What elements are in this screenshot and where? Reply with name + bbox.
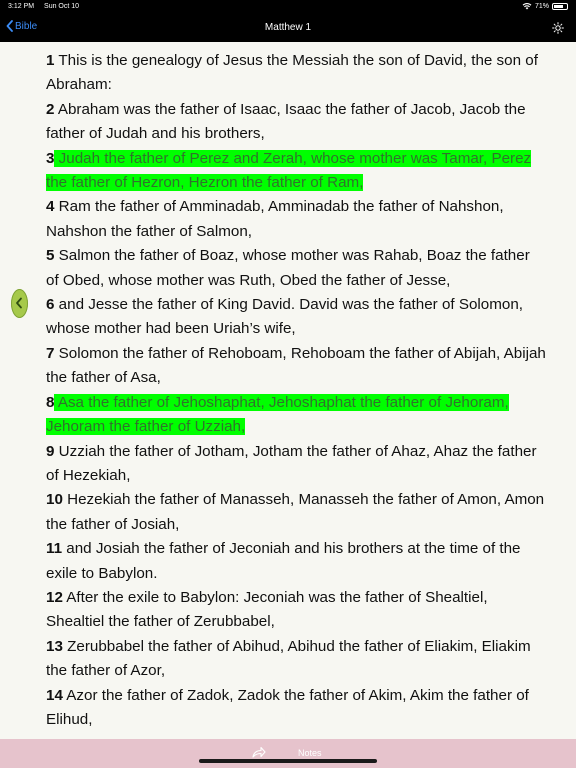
verse-number: 1 [46,52,55,69]
chevron-left-icon [15,297,23,309]
status-date: Sun Oct 10 [44,3,80,10]
verse-text: Salmon the father of Boaz, whose mother was Rahab, Boaz the father of Obed, whose mother was Ruth, Obed the father of Jesse, [46,247,530,289]
verse-13[interactable] [46,635,546,684]
verse-7[interactable] [46,342,546,391]
verse-number: 8 [46,393,55,411]
verse-number: 12 [46,588,63,606]
verse-number: 11 [46,540,63,558]
verse-text: Asa the father of Jehoshaphat, Jehoshaphat the father of Jehoram, Jehoram the father of Uzziah, [46,393,509,436]
verse-text: and Jesse the father of King David. David was the father of Solomon, whose mother had been Uriah’s wife, [46,296,523,338]
verse-8[interactable] [46,391,546,440]
status-left [8,3,87,10]
verse-text: Uzziah the father of Jotham, Jotham the father of Ahaz, Ahaz the father of Hezekiah, [46,442,537,484]
verse-2[interactable] [46,98,546,147]
verse-number: 9 [46,442,55,460]
verse-text: Abraham was the father of Isaac, Isaac the father of Jacob, Jacob the father of Judah and his brothers, [46,100,526,143]
verse-number: 4 [46,198,55,216]
battery-icon [552,3,568,10]
wifi-icon [522,2,532,10]
verse-text: Hezekiah the father of Manasseh, Manasseh the father of Amon, Amon the father of Josiah, [46,491,545,533]
nav-bar [0,14,576,42]
verse-number: 6 [46,296,55,314]
verse-11[interactable] [46,537,546,586]
status-bar [0,0,576,14]
chapter-text [46,49,546,732]
battery-percent: 71% [534,2,549,10]
verse-number: 3 [46,149,55,167]
verse-9[interactable] [46,440,546,489]
verse-text: Azor the father of Zadok, Zadok the father of Akim, Akim the father of Elihud, [46,686,529,728]
verse-3[interactable] [46,147,546,196]
side-drawer-tab[interactable] [11,289,28,318]
verse-text: Ram the father of Amminadab, Amminadab the father of Nahshon, Nahshon the father of Salmon, [46,198,504,240]
verse-14[interactable] [46,684,546,733]
verse-text: Zerubbabel the father of Abihud, Abihud the father of Eliakim, Eliakim the father of Azor, [46,637,531,680]
verse-text: and Josiah the father of Jeconiah and his brothers at the time of the exile to Babylon. [46,540,521,582]
sun-icon[interactable] [552,21,564,39]
page-title: Matthew 1 [264,22,312,33]
verse-text: Solomon the father of Rehoboam, Rehoboam the father of Abijah, Abijah the father of Asa, [46,344,546,387]
verse-4[interactable] [46,195,546,244]
notes-button[interactable]: Notes [298,748,322,758]
verse-number: 7 [46,344,55,362]
verse-number: 10 [46,491,63,509]
verse-number: 13 [46,637,63,655]
verse-5[interactable] [46,244,546,293]
verse-text: This is the genealogy of Jesus the Messiah the son of David, the son of Abraham: [46,52,538,94]
verse-text: After the exile to Babylon: Jeconiah was the father of Shealtiel, Shealtiel the father of Zerubbabel, [46,588,488,631]
verse-1[interactable] [46,49,546,98]
battery-fill [554,5,563,8]
back-label: Bible [15,20,38,32]
status-time: 3:12 PM [8,3,35,10]
verse-6[interactable] [46,293,546,342]
home-indicator [199,759,377,763]
verse-12[interactable] [46,586,546,635]
verse-text: Judah the father of Perez and Zerah, whose mother was Tamar, Perez the father of Hezron, Hezron the father of Ram, [46,149,532,192]
verse-number: 5 [46,247,55,265]
verse-number: 2 [46,100,55,118]
status-right [522,2,568,10]
bottom-toolbar [0,739,576,768]
verse-number: 14 [46,686,63,704]
verse-10[interactable] [46,488,546,537]
